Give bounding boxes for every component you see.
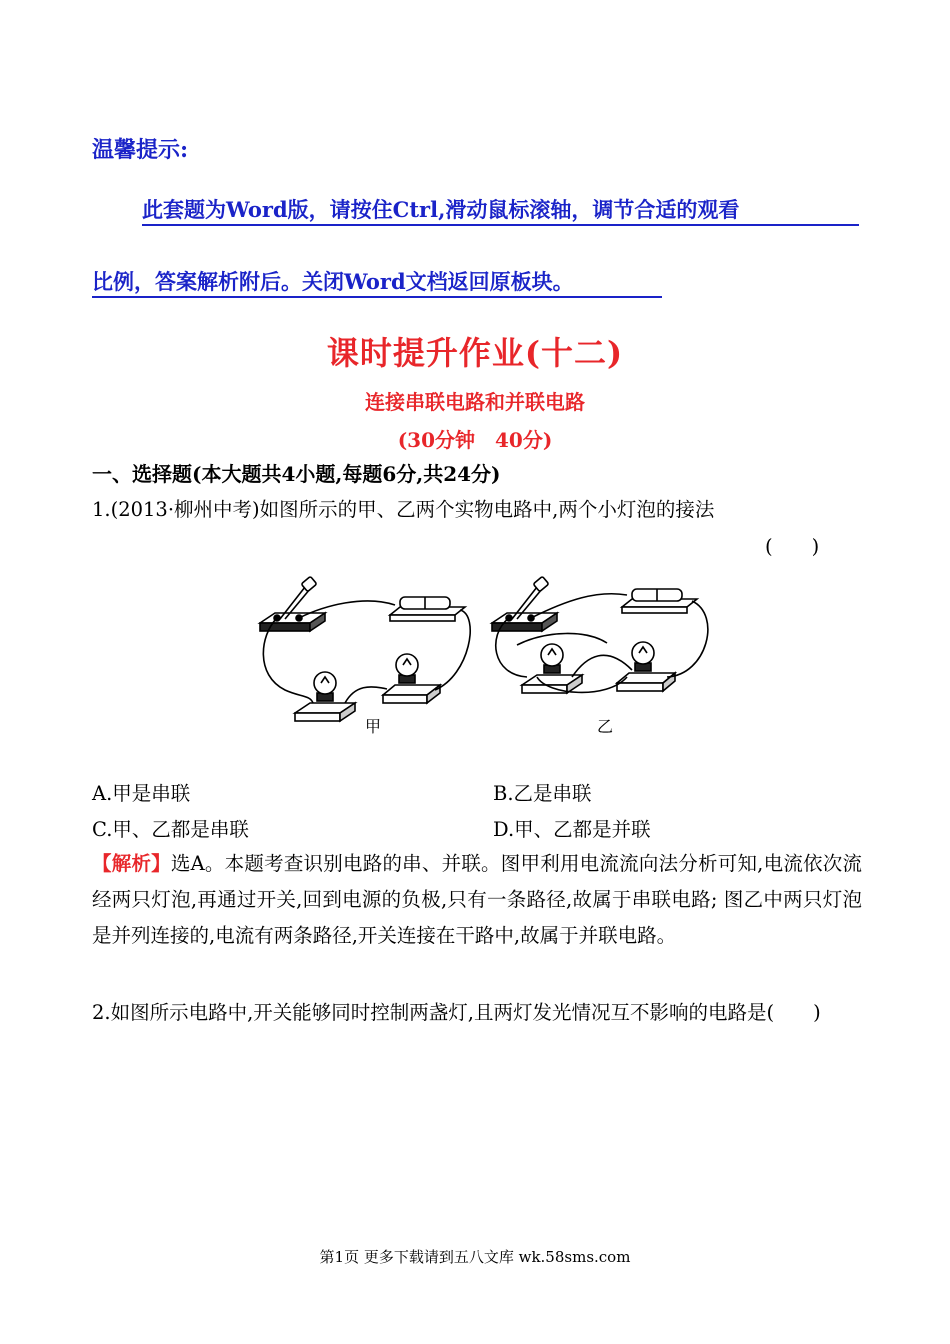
circuit-figure xyxy=(255,565,715,745)
figure-label-jia: 甲 xyxy=(364,717,382,736)
question-1-answer-blank: ( ) xyxy=(765,535,820,558)
analysis xyxy=(92,846,862,954)
question-2-stem: 2.如图所示电路中,开关能够同时控制两盏灯,且两灯发光情况互不影响的电路是( ) xyxy=(92,1001,821,1024)
section-heading: 一、选择题(本大题共4小题,每题6分,共24分) xyxy=(92,462,501,486)
option-b: B.乙是串联 xyxy=(493,782,592,805)
page-subtitle: 连接串联电路和并联电路 xyxy=(365,390,585,414)
option-d: D.甲、乙都是并联 xyxy=(493,818,651,841)
page-footer: 第1页 更多下载请到五八文库 wk.58sms.com xyxy=(319,1248,631,1266)
analysis-tag: 【解析】 xyxy=(92,852,171,875)
question-1-stem: 1.(2013·柳州中考)如图所示的甲、乙两个实物电路中,两个小灯泡的接法 xyxy=(92,498,715,521)
option-a: A.甲是串联 xyxy=(92,782,191,805)
tip-line-1: 此套题为Word版，请按住Ctrl,滑动鼠标滚轴，调节合适的观看 xyxy=(142,196,859,226)
time-limit: (30分钟 40分) xyxy=(397,428,553,452)
figure-label-yi: 乙 xyxy=(596,717,614,736)
circuit-jia xyxy=(260,576,470,721)
tip-title: 温馨提示: xyxy=(92,137,189,163)
analysis-text: 选A。本题考查识别电路的串、并联。图甲利用电流流向法分析可知,电流依次流经两只灯泡,再通过开关,回到电源的负极,只有一条路径,故属于串联电路; 图乙中两只灯泡是并列连接的,电流有两条路径,开关连接在干路中,故属于并联电路。 xyxy=(92,852,862,947)
option-c: C.甲、乙都是串联 xyxy=(92,818,249,841)
tip-line-2: 比例，答案解析附后。关闭Word文档返回原板块。 xyxy=(92,268,662,298)
page-title: 课时提升作业(十二) xyxy=(326,334,624,372)
circuit-yi xyxy=(492,576,708,693)
